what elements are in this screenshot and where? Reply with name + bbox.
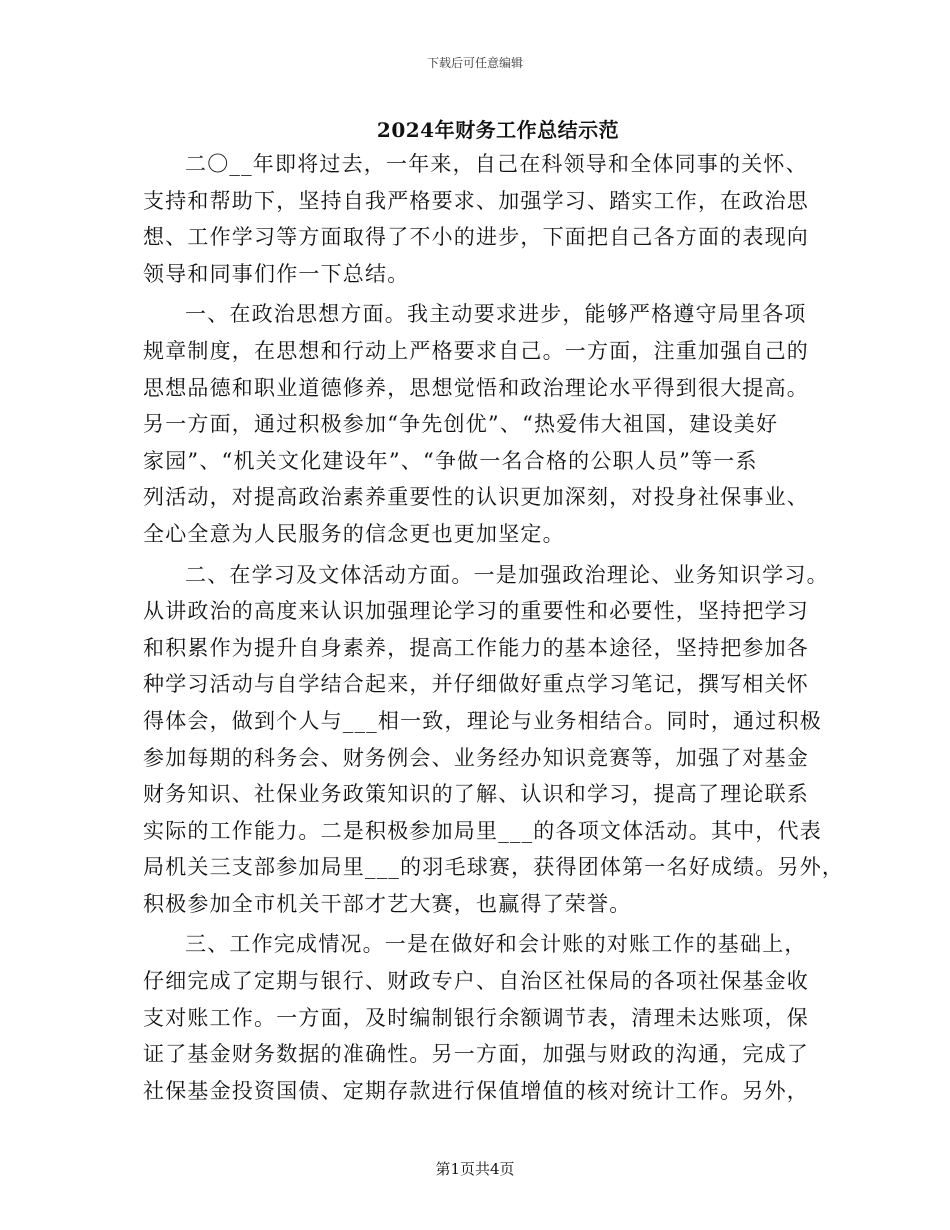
text-line: 支持和帮助下，坚持自我严格要求、加强学习、踏实工作，在政治思 (143, 188, 809, 213)
text-line: 从讲政治的高度来认识加强理论学习的重要性和必要性，坚持把学习 (143, 599, 809, 624)
text-line: 列活动，对提高政治素养重要性的认识更加深刻，对投身社保事业、 (143, 485, 809, 510)
header-note: 下载后可任意编辑 (426, 56, 523, 70)
text-line: 和积累作为提升自身素养，提高工作能力的基本途径，坚持把参加各 (143, 635, 809, 660)
text-line: 想、工作学习等方面取得了不小的进步，下面把自己各方面的表现向 (143, 225, 809, 250)
paragraph (143, 296, 823, 552)
paragraph (143, 557, 845, 923)
text-line: 二、在学习及文体活动方面。一是加强政治理论、业务知识学习。 (185, 562, 829, 587)
text-line: 社保基金投资国债、定期存款进行保值增值的核对统计工作。另外， (143, 1078, 809, 1103)
text-line: 全心全意为人民服务的信念更也更加坚定。 (143, 521, 565, 546)
text-line: 财务知识、社保业务政策知识的了解、认识和学习，提高了理论联系 (143, 782, 809, 807)
text-line: 得体会，做到个人与___相一致，理论与业务相结合。同时，通过积极 (143, 708, 822, 733)
paragraph (143, 926, 823, 1109)
text-line: 参加每期的科务会、财务例会、业务经办知识竞赛等，加强了对基金 (143, 745, 809, 770)
text-line: 另一方面，通过积极参加“争先创优”、“热爱伟大祖国，建设美好 (143, 412, 779, 437)
text-line: 二〇__年即将过去，一年来，自己在科领导和全体同事的关怀、 (185, 152, 808, 176)
text-line: 种学习活动与自学结合起来，并仔细做好重点学习笔记，撰写相关怀 (143, 672, 809, 697)
text-line: 积极参加全市机关干部才艺大赛，也赢得了荣誉。 (143, 891, 632, 916)
paragraph (143, 146, 823, 292)
text-line: 实际的工作能力。二是积极参加局里___的各项文体活动。其中，代表 (143, 818, 822, 843)
text-line: 一、在政治思想方面。我主动要求进步，能够严格遵守局里各项 (185, 302, 807, 327)
text-line: 规章制度，在思想和行动上严格要求自己。一方面，注重加强自己的 (143, 338, 809, 363)
document-body (143, 146, 845, 1113)
text-line: 仔细完成了定期与银行、财政专户、自治区社保局的各项社保基金收 (143, 969, 809, 994)
page-footer: 第1页共4页 (435, 1160, 515, 1178)
text-line: 三、工作完成情况。一是在做好和会计账的对账工作的基础上， (185, 932, 807, 957)
text-line: 家园”、“机关文化建设年”、“争做一名合格的公职人员”等一系 (143, 448, 758, 473)
text-line: 证了基金财务数据的准确性。另一方面，加强与财政的沟通，完成了 (143, 1042, 809, 1067)
text-line: 支对账工作。一方面，及时编制银行余额调节表，清理未达账项，保 (143, 1005, 809, 1030)
text-line: 领导和同事们作一下总结。 (143, 261, 410, 286)
document-title: 2024年财务工作总结示范 (376, 118, 620, 142)
text-line: 局机关三支部参加局里___的羽毛球赛，获得团体第一名好成绩。另外， (143, 855, 845, 880)
text-line: 思想品德和职业道德修养，思想觉悟和政治理论水平得到很大提高。 (143, 375, 809, 400)
